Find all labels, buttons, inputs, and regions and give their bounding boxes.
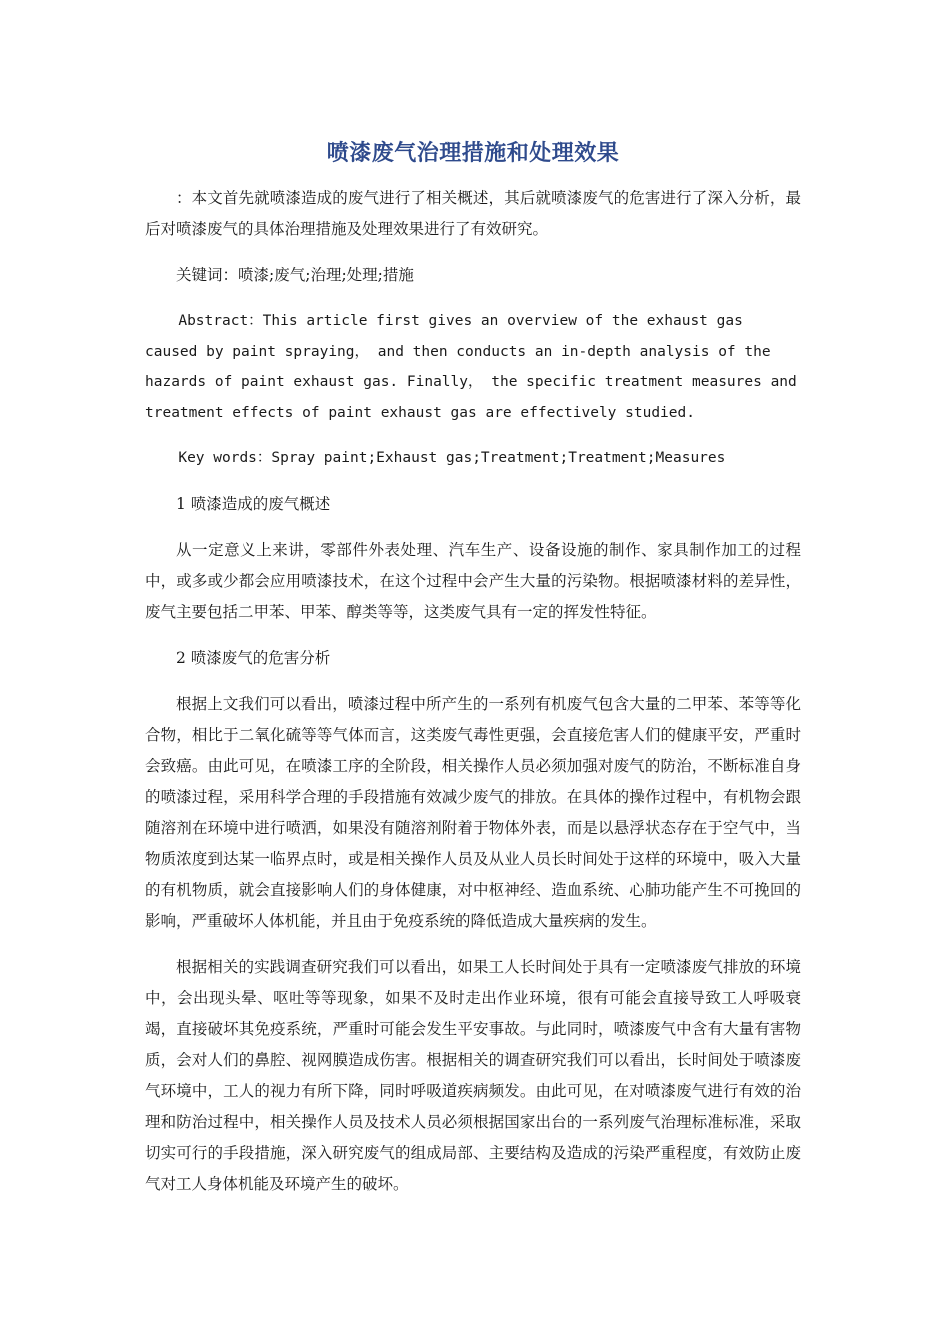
section-2-paragraph-1: 根据上文我们可以看出，喷漆过程中所产生的一系列有机废气包含大量的二甲苯、苯等等化合物，相比于二氧化硫等等气体而言，这类废气毒性更强，会直接危害人们的健康平安，严重时会致癌。由此可见，在喷漆工序的全阶段，相关操作人员必须加强对废气的防治，不断标准自身的喷漆过程，采用科学合理的手段措施有效减少废气的排放。在具体的操作过程中，有机物会跟随溶剂在环境中进行喷洒，如果没有随溶剂附着于物体外表，而是以悬浮状态存在于空气中，当物质浓度到达某一临界点时，或是相关操作人员及从业人员长时间处于这样的环境中，吸入大量的有机物质，就会直接影响人们的身体健康，对中枢神经、造血系统、心肺功能产生不可挽回的影响，严重破坏人体机能，并且由于免疫系统的降低造成大量疾病的发生。 [145,694,801,930]
abstract-chinese: ：本文首先就喷漆造成的废气进行了相关概述，其后就喷漆废气的危害进行了深入分析，最后对喷漆废气的具体治理措施及处理效果进行了有效研究。 [145,189,801,238]
keywords-chinese: 关键词：喷漆;废气;治理;处理;措施 [176,266,414,284]
section-2-heading: 2 喷漆废气的危害分析 [176,648,331,667]
document-page [145,130,801,1215]
section-1-heading: 1 喷漆造成的废气概述 [176,494,331,513]
section-1-paragraph-1: 从一定意义上来讲，零部件外表处理、汽车生产、设备设施的制作、家具制作加工的过程中，或多或少都会应用喷漆技术，在这个过程中会产生大量的污染物。根据喷漆材料的差异性，废气主要包括二甲苯、甲苯、醇类等等，这类废气具有一定的挥发性特征。 [145,540,801,621]
document-title: 喷漆废气治理措施和处理效果 [326,141,620,166]
keywords-english: Key words：Spray paint;Exhaust gas;Treatment;Treatment;Measures [178,450,726,466]
section-2-paragraph-2: 根据相关的实践调查研究我们可以看出，如果工人长时间处于具有一定喷漆废气排放的环境中，会出现头晕、呕吐等等现象，如果不及时走出作业环境，很有可能会直接导致工人呼吸衰竭，直接破坏其免疫系统，严重时可能会发生平安事故。与此同时，喷漆废气中含有大量有害物质，会对人们的鼻腔、视网膜造成伤害。根据相关的调查研究我们可以看出，长时间处于喷漆废气环境中，工人的视力有所下降，同时呼吸道疾病频发。由此可见，在对喷漆废气进行有效的治理和防治过程中，相关操作人员及技术人员必须根据国家出台的一系列废气治理标准标准，采取切实可行的手段措施，深入研究废气的组成局部、主要结构及造成的污染严重程度，有效防止废气对工人身体机能及环境产生的破坏。 [145,957,801,1193]
abstract-english: Abstract：This article first gives an overview of the exhaust gas caused by paint spraying， and then conducts an in-depth analysis of the hazards of paint exhaust gas. Finally， the specific treatment measures and treatment effects of paint exhaust gas are effectively studied. [145,313,797,421]
